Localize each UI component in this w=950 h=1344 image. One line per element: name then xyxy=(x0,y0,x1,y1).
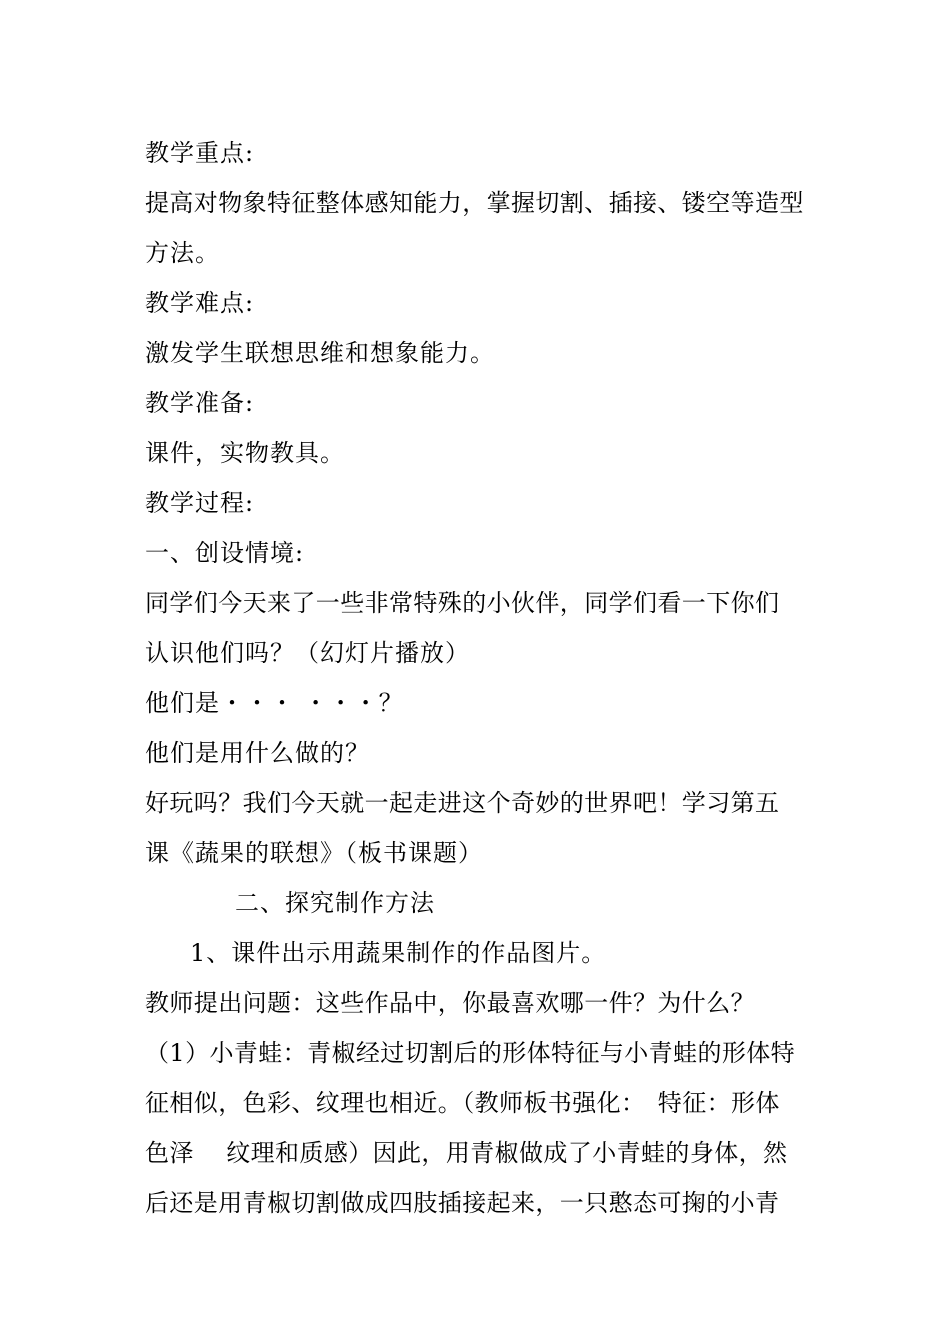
paragraph-line: 他们是用什么做的？ xyxy=(145,739,370,767)
paragraph-line: 征相似，色彩、纹理也相近。（教师板书强化： 特征：形体 xyxy=(145,1089,780,1117)
heading-teaching-difficulty: 教学难点: xyxy=(145,289,255,317)
section-heading-scenario: 一、创设情境: xyxy=(145,539,305,567)
paragraph-line: 提高对物象特征整体感知能力，掌握切割、插接、镂空等造型 xyxy=(145,189,804,217)
paragraph-line: 他们是・・・ ・・・？ xyxy=(145,689,404,717)
section-heading-methods: 二、探究制作方法 xyxy=(235,889,435,917)
heading-teaching-preparation: 教学准备: xyxy=(145,389,255,417)
paragraph-line: 好玩吗？我们今天就一起走进这个奇妙的世界吧！学习第五 xyxy=(145,789,780,817)
heading-teaching-focus: 教学重点: xyxy=(145,139,255,167)
paragraph-line: 课件，实物教具。 xyxy=(145,439,345,467)
paragraph-line: 后还是用青椒切割做成四肢插接起来，一只憨态可掬的小青 xyxy=(145,1189,780,1217)
paragraph-line: 认识他们吗？（幻灯片播放） xyxy=(145,639,470,667)
heading-teaching-process: 教学过程: xyxy=(145,489,255,517)
paragraph-line: 色泽 纹理和质感）因此，用青椒做成了小青蛙的身体，然 xyxy=(145,1139,788,1167)
paragraph-line: 1、课件出示用蔬果制作的作品图片。 xyxy=(190,939,607,967)
paragraph-line: 教师提出问题：这些作品中，你最喜欢哪一件？为什么？ xyxy=(145,989,755,1017)
paragraph-line: 同学们今天来了一些非常特殊的小伙伴，同学们看一下你们 xyxy=(145,589,780,617)
document-body xyxy=(145,128,810,1228)
paragraph-line: 方法。 xyxy=(145,239,220,267)
paragraph-line: 课《蔬果的联想》（板书课题） xyxy=(145,839,483,867)
paragraph-line: 激发学生联想思维和想象能力。 xyxy=(145,339,495,367)
paragraph-line: （1）小青蛙：青椒经过切割后的形体特征与小青蛙的形体特 xyxy=(145,1039,796,1067)
